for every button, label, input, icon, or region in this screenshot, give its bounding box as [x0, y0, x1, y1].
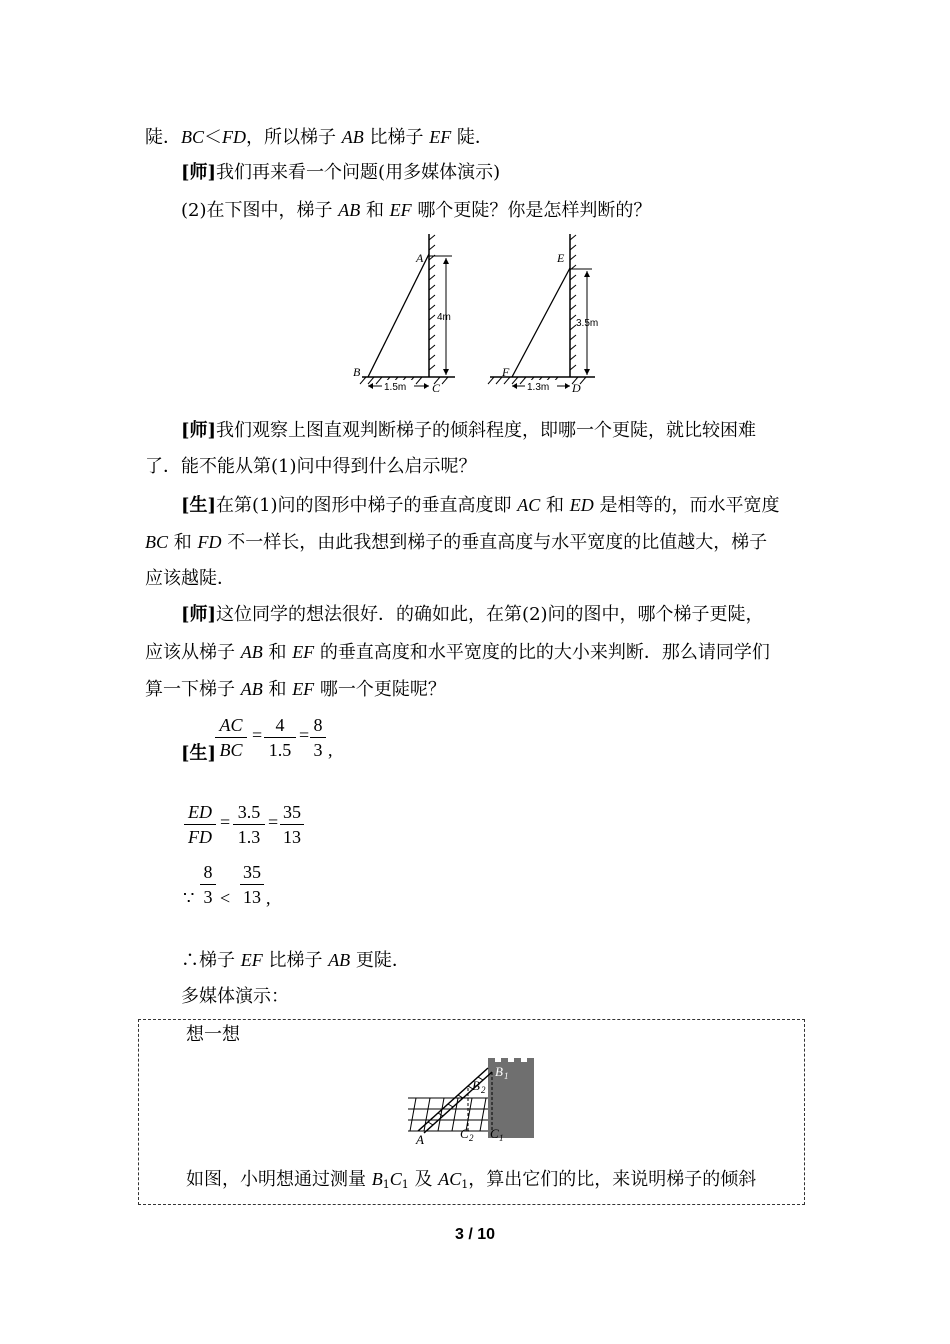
- point-label: A: [416, 251, 424, 265]
- because-symbol: ∵: [183, 888, 195, 908]
- height-label: 4m: [437, 312, 451, 323]
- conclusion-line: ∴梯子 EF 比梯子 AB 更陡．: [181, 950, 410, 971]
- height-label: 3.5m: [576, 318, 599, 329]
- box-title: 想一想: [186, 1024, 240, 1045]
- text-line: 陡．BC＜FD，所以梯子 AB 比梯子 EF 陡．: [145, 127, 493, 148]
- point-label: E: [557, 251, 565, 265]
- equals-sign: =: [268, 812, 279, 832]
- question-line: (2)在下图中，梯子 AB 和 EF 哪个更陡？你是怎样判断的？: [181, 200, 652, 221]
- comma: ,: [328, 740, 333, 760]
- student-tag: [生]: [181, 743, 217, 764]
- page-number: 3 / 10: [454, 1226, 496, 1243]
- point-label: D: [572, 381, 581, 395]
- point-label: B: [472, 1078, 480, 1093]
- width-label: 1.5m: [384, 382, 407, 393]
- point-label: F: [502, 365, 510, 379]
- less-than-sign: <: [220, 888, 231, 908]
- student-line: [生]在第(1)问的图形中梯子的垂直高度即 AC 和 ED 是相等的，而水平宽度: [181, 495, 780, 516]
- comma: ,: [266, 888, 271, 908]
- fraction: AC BC: [215, 714, 247, 761]
- point-label: B: [495, 1064, 503, 1079]
- point-subscript: 1: [504, 1071, 509, 1081]
- text-line: 应该从梯子 AB 和 EF 的垂直高度和水平宽度的比的大小来判断．那么请同学们: [145, 642, 770, 663]
- equals-sign: =: [252, 725, 263, 745]
- point-label: C: [490, 1126, 499, 1141]
- point-label: C: [432, 381, 441, 395]
- text-line: BC 和 FD 不一样长，由此我想到梯子的垂直高度与水平宽度的比值越大，梯子: [145, 532, 768, 553]
- ladder-comparison-figure: [340, 232, 620, 400]
- equals-sign: =: [220, 812, 231, 832]
- text-line: 应该越陡．: [145, 568, 235, 589]
- fraction: 4 1.5: [264, 714, 296, 761]
- point-label: B: [353, 365, 361, 379]
- fraction: 3.5 1.3: [233, 801, 265, 848]
- teacher-line: [师]这位同学的想法很好．的确如此，在第(2)问的图中，哪个梯子更陡，: [181, 604, 764, 625]
- text-line: 多媒体演示：: [181, 986, 289, 1007]
- ladder-wall-figure: [406, 1058, 538, 1146]
- text-line: 算一下梯子 AB 和 EF 哪一个更陡呢？: [145, 679, 446, 700]
- fraction: 8 3: [310, 714, 326, 761]
- box-caption: 如图，小明想通过测量 $B_1C_1$ 及 $AC_1$，算出它们的比，来说明梯子的倾斜: [186, 1169, 757, 1191]
- equals-sign: =: [299, 725, 310, 745]
- teacher-line: [师]我们再来看一个问题(用多媒体演示): [181, 162, 501, 183]
- width-label: 1.3m: [527, 382, 550, 393]
- point-subscript: 2: [469, 1133, 474, 1143]
- fraction: ED FD: [184, 801, 216, 848]
- fraction: 8 3: [200, 861, 216, 908]
- fraction: 35 13: [280, 801, 304, 848]
- fraction: 35 13: [240, 861, 264, 908]
- text-line: 了．能不能从第(1)问中得到什么启示呢？: [145, 456, 477, 477]
- point-subscript: 1: [499, 1133, 504, 1143]
- point-subscript: 2: [481, 1085, 486, 1095]
- teacher-line: [师]我们观察上图直观判断梯子的倾斜程度，即哪一个更陡，就比较困难: [181, 420, 757, 441]
- point-label: A: [416, 1132, 424, 1146]
- point-label: C: [460, 1126, 469, 1141]
